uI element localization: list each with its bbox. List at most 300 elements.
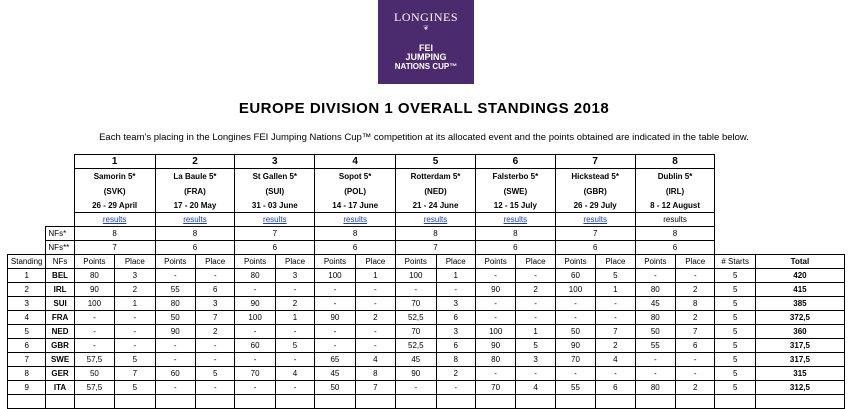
event-country: (GBR) (555, 184, 635, 199)
starts-cell (715, 395, 755, 409)
table-row (8, 297, 845, 311)
standing-cell: 1 (8, 269, 46, 283)
total-cell: 372,5 (755, 311, 844, 325)
blank-cell (755, 155, 844, 169)
place-cell: 1 (596, 283, 635, 297)
event-dates: 31 - 03 June (235, 199, 315, 213)
event-dates: 26 - 29 July (555, 199, 635, 213)
place-cell (275, 395, 314, 409)
points-cell: 80 (74, 269, 114, 283)
place-cell: 4 (275, 367, 314, 381)
place-cell: 6 (676, 339, 715, 353)
event-country: (NED) (396, 184, 476, 199)
points-cell (315, 395, 355, 409)
place-cell: 6 (596, 381, 635, 395)
event-dates: 14 - 17 June (315, 199, 396, 213)
event-name-row (8, 169, 845, 185)
points-cell: - (155, 269, 195, 283)
total-cell: 415 (755, 283, 844, 297)
points-header: Points (396, 255, 436, 269)
place-cell: 3 (436, 325, 475, 339)
points-cell: 57,5 (74, 353, 114, 367)
event-name: La Baule 5* (155, 169, 235, 185)
points-cell: 70 (235, 367, 275, 381)
place-header: Place (436, 255, 475, 269)
event-country: (SUI) (235, 184, 315, 199)
place-cell: - (275, 381, 314, 395)
points-cell: 80 (635, 311, 675, 325)
points-cell (635, 395, 675, 409)
nfs2-count: 6 (475, 241, 555, 255)
place-cell: 5 (516, 339, 555, 353)
place-cell: - (115, 339, 155, 353)
points-cell: 80 (635, 381, 675, 395)
points-cell: - (235, 325, 275, 339)
points-cell: 60 (235, 339, 275, 353)
place-cell: 8 (355, 367, 395, 381)
points-cell: 65 (315, 353, 355, 367)
place-cell: 6 (195, 283, 234, 297)
event-dates: 26 - 29 April (74, 199, 155, 213)
points-cell (74, 395, 114, 409)
place-cell: 2 (676, 311, 715, 325)
nfs2-count: 7 (74, 241, 155, 255)
blank-cell (715, 184, 755, 199)
place-cell: 1 (516, 325, 555, 339)
event-country: (POL) (315, 184, 396, 199)
points-cell: - (155, 381, 195, 395)
standing-header: Standing (8, 255, 46, 269)
place-cell: - (436, 283, 475, 297)
points-cell: 90 (74, 283, 114, 297)
nfs-count: 8 (315, 227, 396, 241)
nfs2-count: 7 (396, 241, 476, 255)
event-date-row (8, 199, 845, 213)
blank-cell (46, 213, 74, 227)
nfs-row (8, 227, 845, 241)
place-cell: - (275, 353, 314, 367)
logo-line-jumping: JUMPING (405, 52, 447, 62)
place-cell: - (676, 367, 715, 381)
nfs2-row (8, 241, 845, 255)
place-cell: - (596, 311, 635, 325)
blank-cell (755, 184, 844, 199)
event-number: 7 (555, 155, 635, 169)
nfs2-count: 6 (635, 241, 715, 255)
points-cell: 55 (155, 283, 195, 297)
event-country: (FRA) (155, 184, 235, 199)
points-cell: - (555, 367, 595, 381)
total-cell (755, 395, 844, 409)
place-header: Place (676, 255, 715, 269)
starts-cell: 5 (715, 283, 755, 297)
points-cell: - (315, 283, 355, 297)
place-cell: 6 (436, 311, 475, 325)
place-cell: 1 (436, 269, 475, 283)
results-link[interactable]: results (555, 213, 635, 227)
blank-cell (8, 227, 46, 241)
points-cell: 90 (396, 367, 436, 381)
nf-code-cell: SUI (46, 297, 74, 311)
points-cell: 80 (635, 283, 675, 297)
place-cell: 4 (596, 353, 635, 367)
points-header: Points (155, 255, 195, 269)
points-cell: 45 (396, 353, 436, 367)
points-cell (396, 395, 436, 409)
nf-code-cell: GBR (46, 339, 74, 353)
total-cell: 385 (755, 297, 844, 311)
total-cell: 315 (755, 367, 844, 381)
blank-cell (715, 169, 755, 185)
standing-cell: 2 (8, 283, 46, 297)
points-cell: 45 (315, 367, 355, 381)
blank-cell (715, 227, 755, 241)
event-name: Samorin 5* (74, 169, 155, 185)
nfs-count: 8 (396, 227, 476, 241)
place-cell: - (676, 353, 715, 367)
starts-cell: 5 (715, 325, 755, 339)
place-cell: - (516, 269, 555, 283)
points-header: Points (475, 255, 515, 269)
place-cell: 5 (115, 381, 155, 395)
place-cell: 6 (436, 339, 475, 353)
table-row (8, 381, 845, 395)
points-cell: - (635, 269, 675, 283)
event-country-row (8, 184, 845, 199)
points-cell: 70 (396, 297, 436, 311)
place-cell: - (436, 381, 475, 395)
results-link: results (635, 213, 715, 227)
event-name: Falsterbo 5* (475, 169, 555, 185)
place-cell: - (596, 367, 635, 381)
blank-cell (46, 184, 74, 199)
place-cell: - (516, 367, 555, 381)
blank-cell (755, 227, 844, 241)
place-cell: 5 (115, 353, 155, 367)
event-dates: 8 - 12 August (635, 199, 715, 213)
points-cell: 70 (555, 353, 595, 367)
column-header-row (8, 255, 845, 269)
place-cell (195, 395, 234, 409)
place-cell: - (195, 269, 234, 283)
points-cell: - (635, 367, 675, 381)
nfs-count: 8 (155, 227, 235, 241)
blank-cell (8, 169, 46, 185)
points-cell: 90 (555, 339, 595, 353)
blank-cell (46, 199, 74, 213)
place-cell: 2 (436, 367, 475, 381)
place-cell: 1 (115, 297, 155, 311)
intro-text: Each team's placing in the Longines FEI Jumping Nations Cup™ competition at its allocated event and the points obtained are indicated in the table below. (99, 132, 749, 143)
place-cell: 7 (355, 381, 395, 395)
nfs-count: 7 (235, 227, 315, 241)
place-cell (436, 395, 475, 409)
blank-cell (755, 199, 844, 213)
place-cell: 3 (275, 269, 314, 283)
points-cell (475, 395, 515, 409)
blank-cell (715, 213, 755, 227)
nfs-count: 8 (74, 227, 155, 241)
place-header: Place (596, 255, 635, 269)
points-cell: - (74, 325, 114, 339)
blank-cell (715, 199, 755, 213)
blank-cell (755, 241, 844, 255)
points-cell: 50 (315, 381, 355, 395)
points-cell: 100 (315, 269, 355, 283)
results-link[interactable]: results (235, 213, 315, 227)
place-cell: - (195, 381, 234, 395)
points-cell: - (315, 325, 355, 339)
points-cell: 80 (155, 297, 195, 311)
event-number: 2 (155, 155, 235, 169)
points-header: Points (74, 255, 114, 269)
points-header: Points (235, 255, 275, 269)
starts-cell: 5 (715, 339, 755, 353)
blank-cell (8, 213, 46, 227)
place-cell: 2 (596, 339, 635, 353)
points-cell: - (555, 297, 595, 311)
results-link[interactable]: results (155, 213, 235, 227)
place-cell: - (355, 297, 395, 311)
event-name: St Gallen 5* (235, 169, 315, 185)
logo-line-nations-cup: NATIONS CUP™ (394, 62, 458, 71)
points-cell: - (155, 353, 195, 367)
place-cell: 2 (355, 311, 395, 325)
points-cell: - (235, 353, 275, 367)
results-link[interactable]: results (396, 213, 476, 227)
place-cell: 2 (115, 283, 155, 297)
points-cell: 50 (555, 325, 595, 339)
points-cell: 60 (555, 269, 595, 283)
points-header: Points (555, 255, 595, 269)
nfs2-count: 6 (155, 241, 235, 255)
logo-brand: LONGINES (394, 10, 458, 24)
place-cell: 2 (676, 381, 715, 395)
starts-cell: 5 (715, 353, 755, 367)
place-cell: 8 (676, 297, 715, 311)
place-cell: 2 (275, 297, 314, 311)
standing-cell (8, 395, 46, 409)
place-cell: - (115, 311, 155, 325)
points-cell: 50 (74, 367, 114, 381)
results-link-row (8, 213, 845, 227)
table-row (8, 311, 845, 325)
points-cell: 80 (235, 269, 275, 283)
blank-cell (755, 213, 844, 227)
blank-cell (46, 155, 74, 169)
total-cell: 420 (755, 269, 844, 283)
starts-cell: 5 (715, 269, 755, 283)
points-cell: 60 (155, 367, 195, 381)
place-cell: 7 (676, 325, 715, 339)
nf-code-cell: BEL (46, 269, 74, 283)
place-cell: - (355, 339, 395, 353)
nfs-header: NFs (46, 255, 74, 269)
points-cell: 90 (475, 339, 515, 353)
starts-cell: 5 (715, 381, 755, 395)
event-dates: 17 - 20 May (155, 199, 235, 213)
place-cell: 3 (436, 297, 475, 311)
place-header: Place (516, 255, 555, 269)
event-number: 4 (315, 155, 396, 169)
place-cell: - (195, 353, 234, 367)
place-cell: 1 (275, 311, 314, 325)
total-cell: 317,5 (755, 339, 844, 353)
standing-cell: 6 (8, 339, 46, 353)
place-header: Place (355, 255, 395, 269)
points-cell: 52,5 (396, 311, 436, 325)
table-row (8, 283, 845, 297)
nf-code-cell: IRL (46, 283, 74, 297)
standing-cell: 5 (8, 325, 46, 339)
blank-cell (8, 199, 46, 213)
place-header: Place (275, 255, 314, 269)
total-cell: 360 (755, 325, 844, 339)
starts-cell: 5 (715, 311, 755, 325)
points-cell: - (74, 311, 114, 325)
standing-cell: 3 (8, 297, 46, 311)
place-cell: 8 (436, 353, 475, 367)
event-dates: 21 - 24 June (396, 199, 476, 213)
points-cell: 50 (155, 311, 195, 325)
points-cell: 90 (475, 283, 515, 297)
place-cell (355, 395, 395, 409)
table-row (8, 367, 845, 381)
points-cell (555, 395, 595, 409)
total-header: Total (755, 255, 844, 269)
place-cell: 7 (195, 311, 234, 325)
page-title: EUROPE DIVISION 1 OVERALL STANDINGS 2018 (238, 100, 610, 117)
event-name: Rotterdam 5* (396, 169, 476, 185)
points-cell: - (315, 297, 355, 311)
table-row (8, 353, 845, 367)
event-dates: 12 - 15 July (475, 199, 555, 213)
nfs-count: 8 (635, 227, 715, 241)
event-name: Dublin 5* (635, 169, 715, 185)
blank-cell (46, 169, 74, 185)
nf-code-cell: FRA (46, 311, 74, 325)
nf-code-cell: SWE (46, 353, 74, 367)
nf-code-cell: ITA (46, 381, 74, 395)
points-header: Points (315, 255, 355, 269)
points-cell: 52,5 (396, 339, 436, 353)
nfs-double-star-label: NFs** (46, 241, 74, 255)
points-cell: - (475, 311, 515, 325)
points-cell: - (396, 381, 436, 395)
starts-cell: 5 (715, 367, 755, 381)
place-cell: - (275, 283, 314, 297)
blank-cell (8, 155, 46, 169)
place-cell: 4 (516, 381, 555, 395)
table-row (8, 395, 845, 409)
nf-code-cell: NED (46, 325, 74, 339)
points-cell: - (235, 381, 275, 395)
standings-table (7, 154, 845, 409)
event-number-row (8, 155, 845, 169)
points-cell: 80 (475, 353, 515, 367)
place-cell: 2 (676, 283, 715, 297)
place-cell: - (516, 297, 555, 311)
blank-cell (755, 169, 844, 185)
points-cell: 70 (475, 381, 515, 395)
winged-hourglass-icon: ❦ (423, 25, 429, 32)
nfs-count: 7 (555, 227, 635, 241)
nfs2-count: 6 (555, 241, 635, 255)
starts-header: # Starts (715, 255, 755, 269)
points-cell: - (396, 283, 436, 297)
points-cell: - (475, 297, 515, 311)
points-cell: 100 (396, 269, 436, 283)
place-cell: 3 (195, 297, 234, 311)
place-cell: - (596, 297, 635, 311)
place-cell: 7 (596, 325, 635, 339)
points-cell: - (235, 283, 275, 297)
nfs-count: 8 (475, 227, 555, 241)
points-cell: - (475, 269, 515, 283)
points-cell: 100 (74, 297, 114, 311)
points-cell: 45 (635, 297, 675, 311)
place-cell: - (676, 269, 715, 283)
place-cell: 1 (355, 269, 395, 283)
points-cell (235, 395, 275, 409)
table-row (8, 339, 845, 353)
place-cell: 3 (516, 353, 555, 367)
place-cell: 2 (195, 325, 234, 339)
standing-cell: 4 (8, 311, 46, 325)
place-cell (596, 395, 635, 409)
event-name: Sopot 5* (315, 169, 396, 185)
place-cell: 2 (516, 283, 555, 297)
event-name: Hickstead 5* (555, 169, 635, 185)
place-cell: - (195, 339, 234, 353)
points-cell: - (635, 353, 675, 367)
points-cell: - (475, 367, 515, 381)
place-cell (516, 395, 555, 409)
event-number: 5 (396, 155, 476, 169)
nfs2-count: 6 (315, 241, 396, 255)
table-row (8, 269, 845, 283)
place-cell: 5 (596, 269, 635, 283)
nfs-star-label: NFs* (46, 227, 74, 241)
points-cell: - (315, 339, 355, 353)
place-header: Place (115, 255, 155, 269)
points-cell: - (155, 339, 195, 353)
results-link[interactable]: results (475, 213, 555, 227)
event-number: 1 (74, 155, 155, 169)
points-cell: 90 (235, 297, 275, 311)
points-cell: 100 (475, 325, 515, 339)
standing-cell: 7 (8, 353, 46, 367)
results-link[interactable]: results (74, 213, 155, 227)
place-cell: - (355, 283, 395, 297)
event-country: (SWE) (475, 184, 555, 199)
logo-line-fei: FEI (418, 43, 433, 53)
place-cell: - (115, 325, 155, 339)
points-cell: 57,5 (74, 381, 114, 395)
points-cell: 90 (315, 311, 355, 325)
event-country: (SVK) (74, 184, 155, 199)
blank-cell (715, 155, 755, 169)
place-cell: - (355, 325, 395, 339)
place-cell: 5 (275, 339, 314, 353)
results-link[interactable]: results (315, 213, 396, 227)
points-header: Points (635, 255, 675, 269)
place-cell: 5 (195, 367, 234, 381)
event-number: 3 (235, 155, 315, 169)
event-number: 8 (635, 155, 715, 169)
points-cell (155, 395, 195, 409)
nf-code-cell: GER (46, 367, 74, 381)
